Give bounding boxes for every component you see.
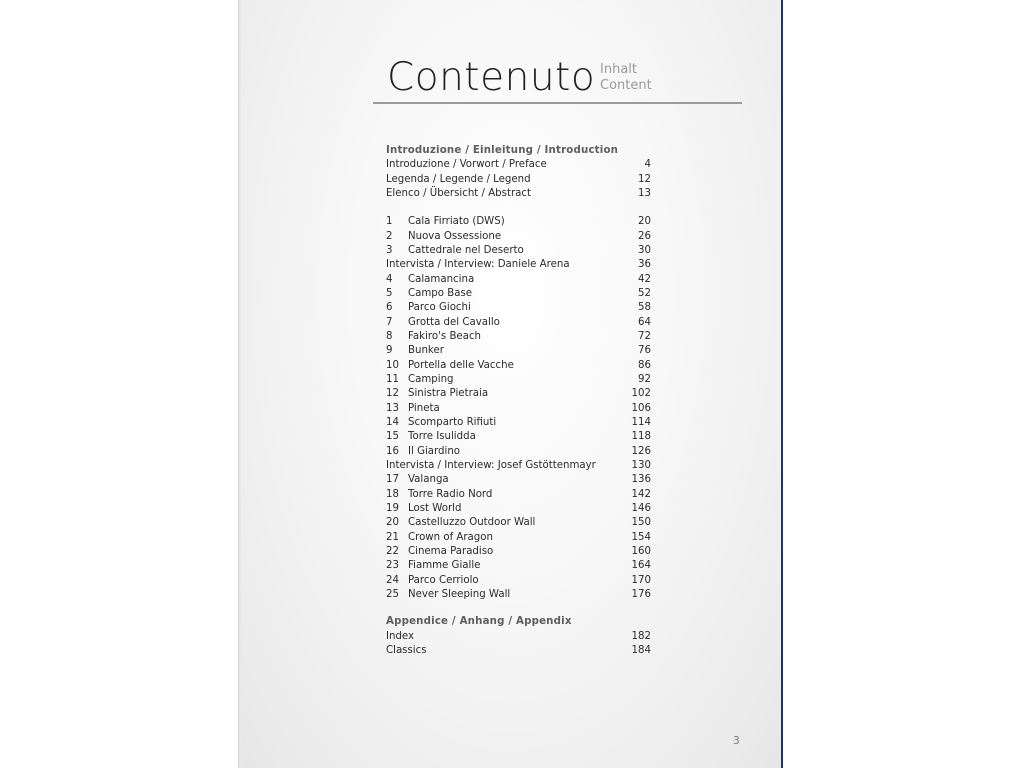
toc-entry-label: Bunker	[408, 345, 444, 357]
toc-entry-page: 4	[644, 159, 651, 171]
toc-entry	[386, 531, 651, 545]
toc-entry-label: Parco Cerriolo	[408, 574, 479, 586]
table-of-contents	[386, 144, 651, 658]
toc-entry-number: 22	[386, 545, 399, 557]
toc-entry-label: Portella delle Vacche	[408, 359, 514, 371]
toc-entry-number: 1	[386, 216, 393, 228]
toc-entry-page: 20	[638, 216, 651, 228]
toc-entry-number: 5	[386, 287, 393, 299]
subtitle-de: Inhalt	[600, 62, 637, 77]
toc-entry-page: 182	[631, 630, 651, 642]
toc-entry-label: Torre Radio Nord	[408, 488, 493, 500]
toc-entry-title	[386, 187, 531, 201]
toc-entry-label: Legenda / Legende / Legend	[386, 173, 531, 185]
toc-entry	[386, 488, 651, 502]
toc-entry-label: Valanga	[408, 474, 449, 486]
toc-entry-label: Lost World	[408, 502, 462, 514]
toc-entry-label: Castelluzzo Outdoor Wall	[408, 517, 536, 529]
toc-entry-number: 8	[386, 330, 393, 342]
toc-entry-label: Grotta del Cavallo	[408, 316, 500, 328]
toc-entry	[386, 559, 651, 573]
toc-entry-label: Scomparto Rifiuti	[408, 416, 497, 428]
toc-entry-title	[386, 559, 480, 573]
toc-entry-page: 58	[638, 302, 651, 314]
toc-entry	[386, 215, 651, 229]
toc-entry	[386, 258, 651, 272]
toc-entry	[386, 230, 651, 244]
spacer	[386, 201, 651, 215]
toc-entry-title	[386, 630, 414, 644]
toc-entry-label: Sinistra Pietraia	[408, 388, 489, 400]
toc-entry	[386, 588, 651, 602]
toc-entry	[386, 430, 651, 444]
toc-entry-title	[386, 430, 476, 444]
toc-entry-label: Cattedrale nel Deserto	[408, 244, 524, 256]
toc-entry-label: Calamancina	[408, 273, 475, 285]
toc-entry-label: Introduzione / Vorwort / Preface	[386, 159, 547, 171]
toc-entry-page: 126	[631, 445, 651, 457]
toc-entry-number: 12	[386, 388, 399, 400]
toc-entry-page: 118	[631, 431, 651, 443]
page-subtitle	[600, 62, 652, 94]
toc-entry-page: 184	[631, 644, 651, 656]
page-edge-divider	[781, 0, 783, 768]
toc-entry-page: 92	[638, 373, 651, 385]
toc-entry	[386, 445, 651, 459]
toc-entry-title	[386, 488, 492, 502]
appendix-heading: Appendice / Anhang / Appendix	[386, 616, 572, 628]
chapter-list	[386, 215, 651, 602]
toc-entry-number: 15	[386, 431, 399, 443]
toc-entry-title	[386, 373, 454, 387]
toc-entry-page: 130	[631, 459, 651, 471]
toc-entry-number: 11	[386, 373, 399, 385]
toc-entry-label: Crown of Aragon	[408, 531, 493, 543]
toc-entry-number: 13	[386, 402, 399, 414]
toc-entry-label: Intervista / Interview: Daniele Arena	[386, 259, 570, 271]
toc-entry	[386, 416, 651, 430]
toc-entry-title	[386, 215, 505, 229]
toc-entry-number: 19	[386, 502, 399, 514]
toc-entry	[386, 316, 651, 330]
toc-entry-page: 13	[638, 187, 651, 199]
toc-entry	[386, 158, 651, 172]
toc-entry-title	[386, 273, 474, 287]
toc-entry-label: Fakiro's Beach	[408, 330, 481, 342]
toc-entry-number: 24	[386, 574, 399, 586]
toc-entry-page: 52	[638, 287, 651, 299]
toc-entry-number: 9	[386, 345, 393, 357]
toc-entry-title	[386, 287, 472, 301]
toc-entry-page: 164	[631, 560, 651, 572]
toc-entry	[386, 459, 651, 473]
subtitle-en: Content	[600, 78, 652, 93]
toc-entry-page: 142	[631, 488, 651, 500]
toc-entry-page: 30	[638, 244, 651, 256]
toc-entry	[386, 244, 651, 258]
toc-entry-title	[386, 158, 547, 172]
toc-entry-page: 176	[631, 588, 651, 600]
toc-entry-label: Intervista / Interview: Josef Gstöttenmayr	[386, 459, 596, 471]
toc-entry-title	[386, 330, 481, 344]
toc-entry-page: 26	[638, 230, 651, 242]
toc-entry-title	[386, 644, 427, 658]
toc-entry-number: 16	[386, 445, 399, 457]
toc-entry	[386, 187, 651, 201]
toc-entry-label: Il Giardino	[408, 445, 461, 457]
toc-entry-title	[386, 402, 440, 416]
toc-entry	[386, 373, 651, 387]
toc-entry-number: 6	[386, 302, 393, 314]
toc-entry-title	[386, 473, 449, 487]
toc-entry-label: Camping	[408, 373, 454, 385]
toc-entry-number: 20	[386, 517, 399, 529]
toc-entry-label: Torre Isulidda	[408, 431, 476, 443]
toc-entry-title	[386, 545, 493, 559]
toc-entry	[386, 516, 651, 530]
toc-entry-page: 106	[631, 402, 651, 414]
toc-entry-title	[386, 531, 493, 545]
toc-entry-number: 25	[386, 588, 399, 600]
intro-heading: Introduzione / Einleitung / Introduction	[386, 145, 619, 156]
toc-entry-page: 102	[631, 388, 651, 400]
toc-entry-number: 2	[386, 230, 393, 242]
toc-entry	[386, 630, 651, 644]
toc-entry-page: 64	[638, 316, 651, 328]
toc-entry	[386, 173, 651, 187]
toc-entry-label: Index	[386, 630, 415, 642]
title-rule	[373, 102, 742, 104]
toc-entry	[386, 545, 651, 559]
toc-entry-page: 86	[638, 359, 651, 371]
toc-entry-page: 72	[638, 330, 651, 342]
toc-entry	[386, 644, 651, 658]
toc-entry-number: 3	[386, 244, 393, 256]
toc-entry-number: 4	[386, 273, 393, 285]
appendix-list	[386, 630, 651, 659]
toc-entry	[386, 330, 651, 344]
toc-entry-page: 12	[638, 173, 651, 185]
toc-entry-number: 7	[386, 316, 393, 328]
toc-entry-title	[386, 516, 535, 530]
toc-entry-title	[386, 244, 524, 258]
page-number: 3	[733, 735, 740, 747]
toc-entry-title	[386, 258, 570, 272]
page-title: Contenuto	[387, 55, 596, 100]
toc-entry-page: 42	[638, 273, 651, 285]
toc-entry-title	[386, 416, 496, 430]
spacer	[386, 602, 651, 615]
toc-entry-label: Pineta	[408, 402, 440, 414]
toc-entry-title	[386, 387, 488, 401]
toc-entry-title	[386, 173, 531, 187]
toc-entry-label: Never Sleeping Wall	[408, 588, 511, 600]
toc-entry	[386, 387, 651, 401]
intro-list	[386, 158, 651, 201]
toc-entry-number: 14	[386, 416, 399, 428]
toc-entry-title	[386, 502, 461, 516]
toc-entry-label: Parco Giochi	[408, 302, 471, 314]
toc-entry-label: Cala Firriato (DWS)	[408, 216, 505, 228]
toc-entry-title	[386, 459, 596, 473]
toc-entry-number: 10	[386, 359, 399, 371]
toc-entry	[386, 574, 651, 588]
toc-entry-page: 114	[631, 416, 651, 428]
toc-entry-page: 170	[631, 574, 651, 586]
toc-entry	[386, 473, 651, 487]
toc-entry-title	[386, 316, 500, 330]
toc-entry-label: Cinema Paradiso	[408, 545, 494, 557]
toc-entry	[386, 344, 651, 358]
toc-entry-label: Campo Base	[408, 287, 473, 299]
toc-entry-title	[386, 301, 471, 315]
toc-entry-page: 146	[631, 502, 651, 514]
toc-entry-number: 23	[386, 560, 399, 572]
toc-entry-page: 36	[638, 259, 651, 271]
toc-entry-label: Classics	[386, 644, 427, 656]
toc-entry-title	[386, 445, 460, 459]
toc-entry	[386, 273, 651, 287]
toc-entry-title	[386, 344, 444, 358]
toc-entry-page: 160	[631, 545, 651, 557]
toc-entry-number: 18	[386, 488, 399, 500]
toc-entry	[386, 502, 651, 516]
toc-entry-label: Fiamme Gialle	[408, 560, 481, 572]
toc-entry-label: Elenco / Übersicht / Abstract	[386, 187, 531, 199]
toc-entry-page: 136	[631, 474, 651, 486]
toc-entry-number: 17	[386, 474, 399, 486]
toc-entry-number: 21	[386, 531, 399, 543]
toc-entry-title	[386, 588, 510, 602]
toc-entry-title	[386, 359, 514, 373]
toc-entry	[386, 287, 651, 301]
toc-entry-title	[386, 230, 501, 244]
toc-entry-title	[386, 574, 479, 588]
toc-entry-page: 154	[631, 531, 651, 543]
toc-entry	[386, 402, 651, 416]
toc-entry	[386, 359, 651, 373]
toc-entry	[386, 301, 651, 315]
toc-entry-label: Nuova Ossessione	[408, 230, 502, 242]
toc-entry-page: 150	[631, 517, 651, 529]
toc-entry-page: 76	[638, 345, 651, 357]
